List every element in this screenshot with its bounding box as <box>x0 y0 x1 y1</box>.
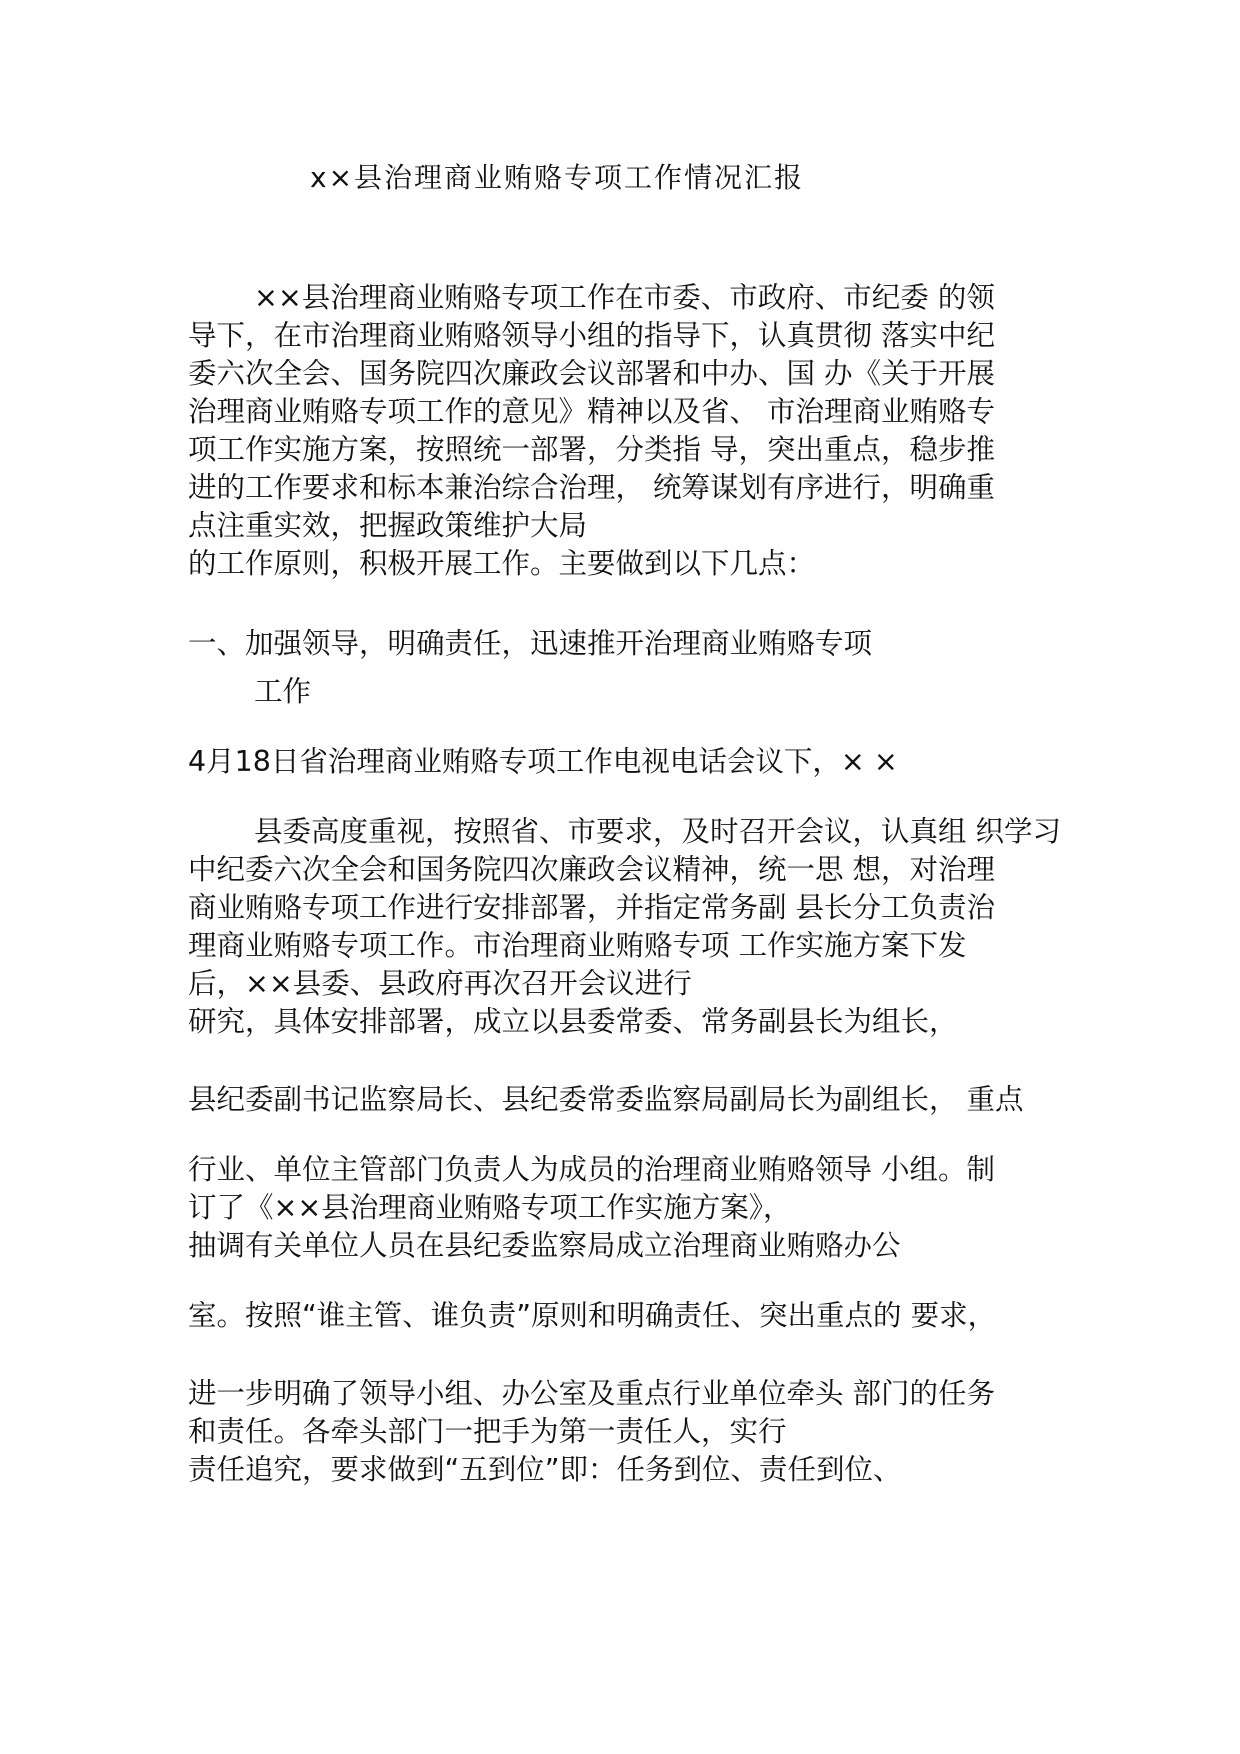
body-line-17: 研究，具体安排部署，成立以县委常委、常务副县长为组长， <box>188 1005 958 1038</box>
body-line-1: ××县治理商业贿赂专项工作在市委、市政府、市纪委 的领 <box>254 281 995 314</box>
body-line-14: 商业贿赂专项工作进行安排部署，并指定常务副 县长分工负责治 <box>188 891 996 924</box>
body-line-8: 的工作原则，积极开展工作。主要做到以下几点： <box>188 547 816 580</box>
body-line-23: 进一步明确了领导小组、办公室及重点行业单位牵头 部门的任务 <box>188 1377 996 1410</box>
body-line-5: 项工作实施方案，按照统一部署，分类指 导，突出重点，稳步推 <box>188 433 996 466</box>
body-line-24: 和责任。各牵头部门一把手为第一责任人，实行 <box>188 1415 787 1448</box>
body-line-19: 行业、单位主管部门负责人为成员的治理商业贿赂领导 小组。制 <box>188 1153 996 1186</box>
body-line-6: 进的工作要求和标本兼治综合治理， 统筹谋划有序进行，明确重 <box>188 471 996 504</box>
body-line-9: 一、加强领导，明确责任，迅速推开治理商业贿赂专项 <box>188 627 873 660</box>
body-line-20: 订了《××县治理商业贿赂专项工作实施方案》， <box>188 1191 792 1224</box>
body-line-21: 抽调有关单位人员在县纪委监察局成立治理商业贿赂办公 <box>188 1229 901 1262</box>
body-line-11: 4月18日省治理商业贿赂专项工作电视电话会议下，× × <box>188 745 898 778</box>
body-line-16: 后，××县委、县政府再次召开会议进行 <box>188 967 692 1000</box>
body-line-2: 导下，在市治理商业贿赂领导小组的指导下，认真贯彻 落实中纪 <box>188 319 996 352</box>
body-line-3: 委六次全会、国务院四次廉政会议部署和中办、国 办《关于开展 <box>188 357 996 390</box>
body-line-22: 室。按照“谁主管、谁负责”原则和明确责任、突出重点的 要求， <box>188 1299 997 1332</box>
body-line-12: 县委高度重视，按照省、市要求，及时召开会议，认真组 织学习 <box>254 815 1062 848</box>
body-line-15: 理商业贿赂专项工作。市治理商业贿赂专项 工作实施方案下发 <box>188 929 967 962</box>
section-heading-1: 工作 <box>254 675 312 708</box>
body-line-25: 责任追究，要求做到“五到位”即：任务到位、责任到位、 <box>188 1453 902 1486</box>
body-line-18: 县纪委副书记监察局长、县纪委常委监察局副局长为副组长， 重点 <box>188 1083 1024 1116</box>
document-title: x×县治理商业贿赂专项工作情况汇报 <box>310 161 805 194</box>
body-line-4: 治理商业贿赂专项工作的意见》精神以及省、 市治理商业贿赂专 <box>188 395 996 428</box>
body-line-13: 中纪委六次全会和国务院四次廉政会议精神，统一思 想，对治理 <box>188 853 996 886</box>
body-line-7: 点注重实效，把握政策维护大局 <box>188 509 588 542</box>
